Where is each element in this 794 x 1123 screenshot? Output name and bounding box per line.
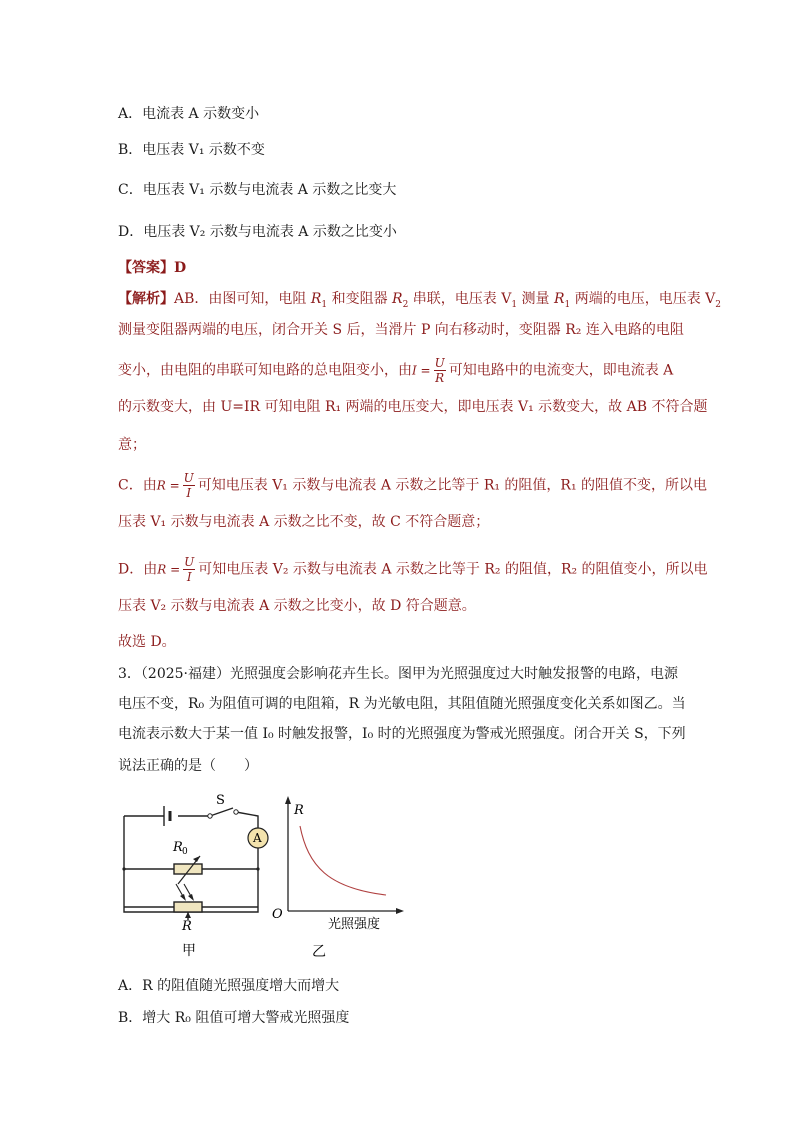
- switch-label: S: [216, 793, 225, 808]
- graph-origin: O: [272, 907, 283, 922]
- option-d: D．电压表 V₂ 示数与电流表 A 示数之比变小: [118, 224, 397, 240]
- analysis-line-5: 意；: [118, 437, 146, 453]
- answer-label: 【答案】: [118, 260, 174, 276]
- analysis-d-line-1: D．由R = $\frac{U}{I}$ 可知电压表 V₂ 示数与电流表 A 示数之比等于 R₂ 的阻值，R₂ 的阻值变小，所以电: [118, 555, 708, 584]
- r-label: R: [182, 919, 192, 934]
- question-line-2: 电压不变，R₀ 为阻值可调的电阻箱，R 为光敏电阻，其阻值随光照强度变化关系如图乙。当: [118, 696, 686, 712]
- graph-yi: [268, 796, 428, 968]
- analysis-line-1: 【解析】AB．由图可知，电阻 $R_1$ 和变阻器 $R_2$ 串联，电压表 $V_1$ 测量 $R_1$ 两端的电压，电压表 $V_2$: [118, 291, 722, 310]
- option-b: B．电压表 V₁ 示数不变: [118, 142, 265, 158]
- circuit-diagram-jia: [118, 788, 278, 968]
- fraction-u-over-r: $\frac{U}{R}$: [434, 356, 445, 385]
- answer-value: D: [174, 260, 187, 276]
- analysis-d-line-2: 压表 V₂ 示数与电流表 A 示数之比变小，故 D 符合题意。: [118, 598, 476, 614]
- conclusion: 故选 D。: [118, 634, 176, 650]
- option-c: C．电压表 V₁ 示数与电流表 A 示数之比变大: [118, 182, 397, 198]
- analysis-line-4: 的示数变大，由 U=IR 可知电阻 R₁ 两端的电压变大，即电压表 V₁ 示数变大，故 AB 不符合题: [118, 399, 708, 415]
- analysis-label: 【解析】: [118, 291, 174, 307]
- caption-yi: 乙: [312, 944, 326, 960]
- question-line-1: 3．（2025·福建）光照强度会影响花卉生长。图甲为光照强度过大时触发报警的电路，电源: [118, 666, 678, 682]
- graph-axis-r: R: [294, 803, 304, 818]
- question-line-4: 说法正确的是（ ）: [118, 758, 258, 774]
- option2-b: B．增大 R₀ 阻值可增大警戒光照强度: [118, 1010, 350, 1026]
- fraction-u-over-i: $\frac{U}{I}$: [183, 471, 194, 500]
- r0-subscript: 0: [182, 847, 188, 857]
- option-a: A．电流表 A 示数变小: [118, 106, 260, 122]
- r0-label: R: [173, 840, 183, 855]
- fraction-u-over-i-2: $\frac{U}{I}$: [184, 555, 195, 584]
- option2-a: A．R 的阻值随光照强度增大而增大: [118, 978, 340, 994]
- graph-axis-x: 光照强度: [328, 917, 381, 932]
- analysis-line-2: 测量变阻器两端的电压，闭合开关 S 后，当滑片 P 向右移动时，变阻器 R₂ 连入电路的电阻: [118, 322, 684, 338]
- question-line-3: 电流表示数大于某一值 I₀ 时触发报警，I₀ 时的光照强度为警戒光照强度。闭合开关 S，下列: [118, 726, 686, 742]
- analysis-c-line-1: C．由R = $\frac{U}{I}$ 可知电压表 V₁ 示数与电流表 A 示数之比等于 R₁ 的阻值，R₁ 的阻值不变，所以电: [118, 471, 708, 500]
- analysis-line-3: 变小，由电阻的串联可知电路的总电阻变小，由I = $\frac{U}{R}$ 可知电路中的电流变大，即电流表 A: [118, 356, 674, 385]
- answer-line: [118, 258, 186, 278]
- analysis-c-line-2: 压表 V₁ 示数与电流表 A 示数之比不变，故 C 不符合题意；: [118, 514, 490, 530]
- ammeter-label: A: [253, 831, 262, 845]
- caption-jia: 甲: [182, 943, 196, 959]
- resistance-curve: [300, 826, 386, 895]
